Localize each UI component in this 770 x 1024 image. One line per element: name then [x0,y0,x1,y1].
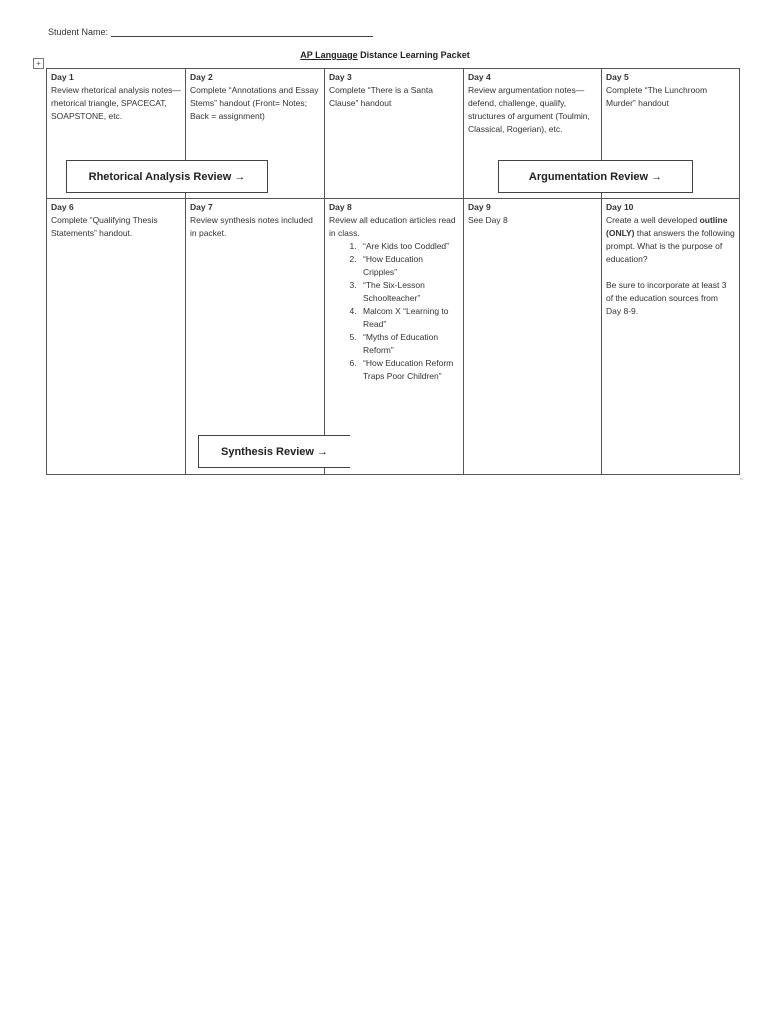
table-move-handle-icon[interactable]: + [33,58,44,69]
day-label: Day 3 [329,72,352,82]
day-text-p2: Be sure to incorporate at least 3 of the education sources from Day 8-9. [606,280,727,316]
student-name-blank[interactable] [111,28,373,37]
student-name-label: Student Name: [48,27,109,37]
student-name-field [48,27,373,37]
day-text: See Day 8 [468,215,508,225]
title-rest: Distance Learning Packet [357,50,470,60]
day-text: Review synthesis notes included in packet. [190,215,313,238]
day-6-cell [47,199,186,475]
table-row [47,199,740,475]
day-label: Day 7 [190,202,213,212]
list-item: 6. “How Education Reform Traps Poor Children” [359,357,459,383]
day-label: Day 5 [606,72,629,82]
day-label: Day 10 [606,202,634,212]
list-item: 1. “Are Kids too Coddled” [359,240,459,253]
day-label: Day 8 [329,202,352,212]
list-item: 5. “Myths of Education Reform” [359,331,459,357]
education-articles-list [329,240,459,383]
day-text: Complete “There is a Santa Clause” handout [329,85,433,108]
day-text: Review argumentation notes—defend, challenge, qualify, structures of argument (Toulmin, Classical, Rogerian), etc. [468,85,590,134]
list-item: 3. “The Six-Lesson Schoolteacher” [359,279,459,305]
day-10-cell [602,199,740,475]
page-title [0,50,770,60]
day-label: Day 4 [468,72,491,82]
day-label: Day 6 [51,202,74,212]
day-text: Complete “Annotations and Essay Stems” handout (Front= Notes; Back = assignment) [190,85,319,121]
day-text-before: Create a well developed [606,215,700,225]
day-label: Day 1 [51,72,74,82]
argumentation-review-box: Argumentation Review → [498,160,693,193]
day-3-cell [325,69,464,199]
day-8-cell [325,199,464,475]
day-text: Review rhetorical analysis notes—rhetorical triangle, SPACECAT, SOAPSTONE, etc. [51,85,181,121]
list-item: 4. Malcom X “Learning to Read” [359,305,459,331]
day-label: Day 2 [190,72,213,82]
day-text: Review all education articles read in class. [329,215,456,238]
rhetorical-analysis-review-box: Rhetorical Analysis Review → [66,160,268,193]
list-item: 2. “How Education Cripples” [359,253,459,279]
day-text-after: that answers the following prompt. What is the purpose of education? [606,228,735,264]
title-course: AP Language [300,50,358,60]
day-text-bold: outline (ONLY) [606,215,728,238]
day-text: Complete “The Lunchroom Murder” handout [606,85,708,108]
table-resize-handle-icon[interactable]: ▫ [740,476,743,483]
day-9-cell [464,199,602,475]
day-label: Day 9 [468,202,491,212]
synthesis-review-box: Synthesis Review → [198,435,350,468]
schedule-table [46,68,740,475]
day-text: Complete “Qualifying Thesis Statements” handout. [51,215,158,238]
day-7-cell [186,199,325,475]
